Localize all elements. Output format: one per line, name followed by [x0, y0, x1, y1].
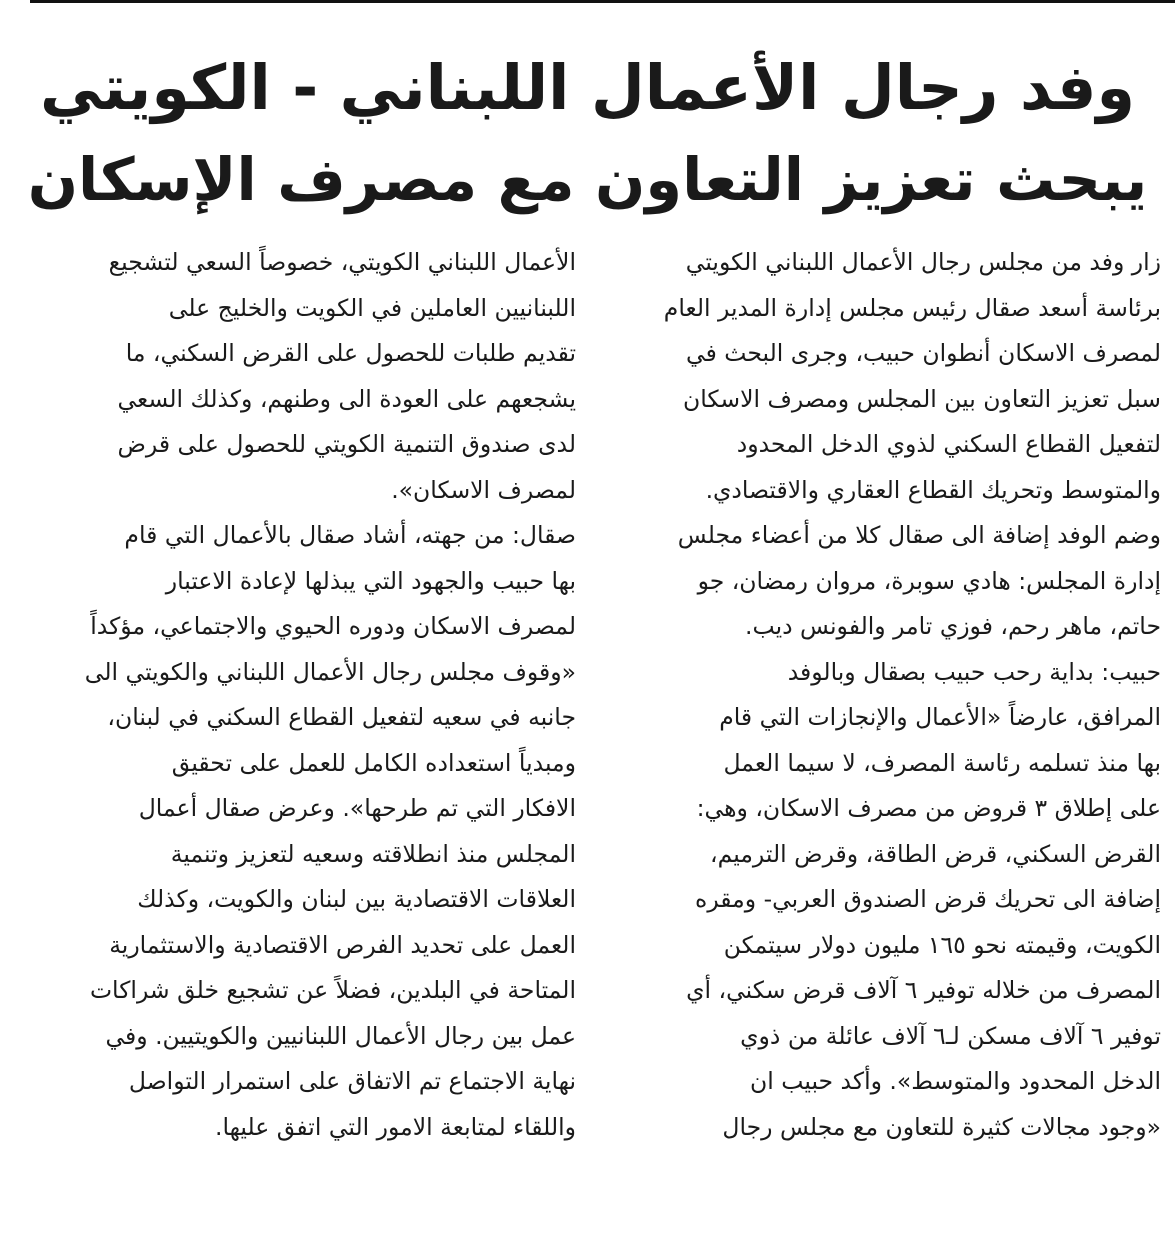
- article-text-line: حاتم، ماهر رحم، فوزي تامر والفونس ديب.: [745, 612, 1161, 640]
- article-column-left: [28, 240, 576, 1150]
- article-text-line: العلاقات الاقتصادية بين لبنان والكويت، وكذلك: [137, 885, 576, 913]
- article-text-line: إدارة المجلس: هادي سوبرة، مروان رمضان، جو: [697, 566, 1161, 595]
- article-text-line: نهاية الاجتماع تم الاتفاق على استمرار التواصل: [128, 1067, 576, 1095]
- article-text-line: المجلس منذ انطلاقته وسعيه لتعزيز وتنمية: [170, 839, 576, 868]
- article-text-line: إضافة الى تحريك قرض الصندوق العربي- ومقره: [695, 885, 1161, 913]
- article-headline: [20, 42, 1155, 226]
- article-text-line: جانبه في سعيه لتفعيل القطاع السكني في لبنان،: [107, 703, 576, 731]
- article-text-line: صقال: من جهته، أشاد صقال بالأعمال التي قام: [124, 521, 576, 549]
- headline-line-2: يبحث تعزيز التعاون مع مصرف الإسكان: [27, 145, 1148, 214]
- article-text-line: وضم الوفد إضافة الى صقال كلا من أعضاء مجلس: [677, 521, 1161, 549]
- article-text-line: بها منذ تسلمه رئاسة المصرف، لا سيما العمل: [723, 748, 1161, 777]
- article-text-line: يشجعهم على العودة الى وطنهم، وكذلك السعي: [117, 384, 576, 413]
- article-text-line: تقديم طلبات للحصول على القرض السكني، ما: [125, 339, 576, 367]
- article-text-line: الأعمال اللبناني الكويتي، خصوصاً السعي لتشجيع: [108, 248, 576, 276]
- article-text-line: حبيب: بداية رحب حبيب بصقال وبالوفد: [787, 657, 1161, 686]
- article-text-line: لدى صندوق التنمية الكويتي للحصول على قرض: [117, 430, 576, 458]
- article-text-line: ومبدياً استعداده الكامل للعمل على تحقيق: [171, 748, 576, 777]
- article-text-line: توفير ٦ آلاف مسكن لـ٦ آلاف عائلة من ذوي: [740, 1021, 1161, 1050]
- article-text-line: اللبنانيين العاملين في الكويت والخليج على: [168, 293, 576, 322]
- article-text-line: عمل بين رجال الأعمال اللبنانيين والكويتيين. وفي: [105, 1021, 576, 1050]
- article-text-line: زار وفد من مجلس رجال الأعمال اللبناني الكويتي: [685, 248, 1161, 276]
- article-text-line: والمتوسط وتحريك القطاع العقاري والاقتصادي.: [705, 475, 1161, 504]
- article-text-line: لمصرف الاسكان أنطوان حبيب، وجرى البحث في: [685, 339, 1161, 367]
- article-text-line: لمصرف الاسكان».: [391, 475, 576, 504]
- article-text-line: لمصرف الاسكان ودوره الحيوي والاجتماعي، مؤكداً: [90, 612, 576, 640]
- headline-line-1: وفد رجال الأعمال اللبناني - الكويتي: [40, 51, 1135, 124]
- article-text-line: بها حبيب والجهود التي يبذلها لإعادة الاعتبار: [165, 566, 576, 595]
- article-text-line: واللقاء لمتابعة الامور التي اتفق عليها.: [214, 1112, 576, 1141]
- article-text-line: القرض السكني، قرض الطاقة، وقرض الترميم،: [710, 839, 1161, 868]
- article-text-line: «وقوف مجلس رجال الأعمال اللبناني والكويتي الى: [84, 657, 576, 686]
- article-text-line: لتفعيل القطاع السكني لذوي الدخل المحدود: [736, 430, 1161, 458]
- top-rule: [30, 0, 1175, 3]
- article-text-line: الدخل المحدود والمتوسط». وأكد حبيب ان: [750, 1067, 1161, 1095]
- article-text-line: الكويت، وقيمته نحو ١٦٥ مليون دولار سيتمكن: [723, 930, 1161, 959]
- article-text-line: على إطلاق ٣ قروض من مصرف الاسكان، وهي:: [696, 794, 1161, 822]
- article-body: [28, 240, 1161, 1239]
- article-text-line: العمل على تحديد الفرص الاقتصادية والاستثمارية: [109, 930, 576, 959]
- article-text-line: المتاحة في البلدين، فضلاً عن تشجيع خلق شراكات: [89, 976, 576, 1004]
- article-text-line: الافكار التي تم طرحها». وعرض صقال أعمال: [138, 794, 576, 822]
- article-text-line: المرافق، عارضاً «الأعمال والإنجازات التي قام: [719, 703, 1161, 731]
- article-text-line: برئاسة أسعد صقال رئيس مجلس إدارة المدير العام: [663, 293, 1161, 322]
- article-column-right: [613, 240, 1161, 1150]
- article-text-line: سبل تعزيز التعاون بين المجلس ومصرف الاسكان: [683, 384, 1161, 413]
- article-text-line: «وجود مجالات كثيرة للتعاون مع مجلس رجال: [722, 1112, 1161, 1141]
- article-text-line: المصرف من خلاله توفير ٦ آلاف قرض سكني، أي: [686, 976, 1161, 1004]
